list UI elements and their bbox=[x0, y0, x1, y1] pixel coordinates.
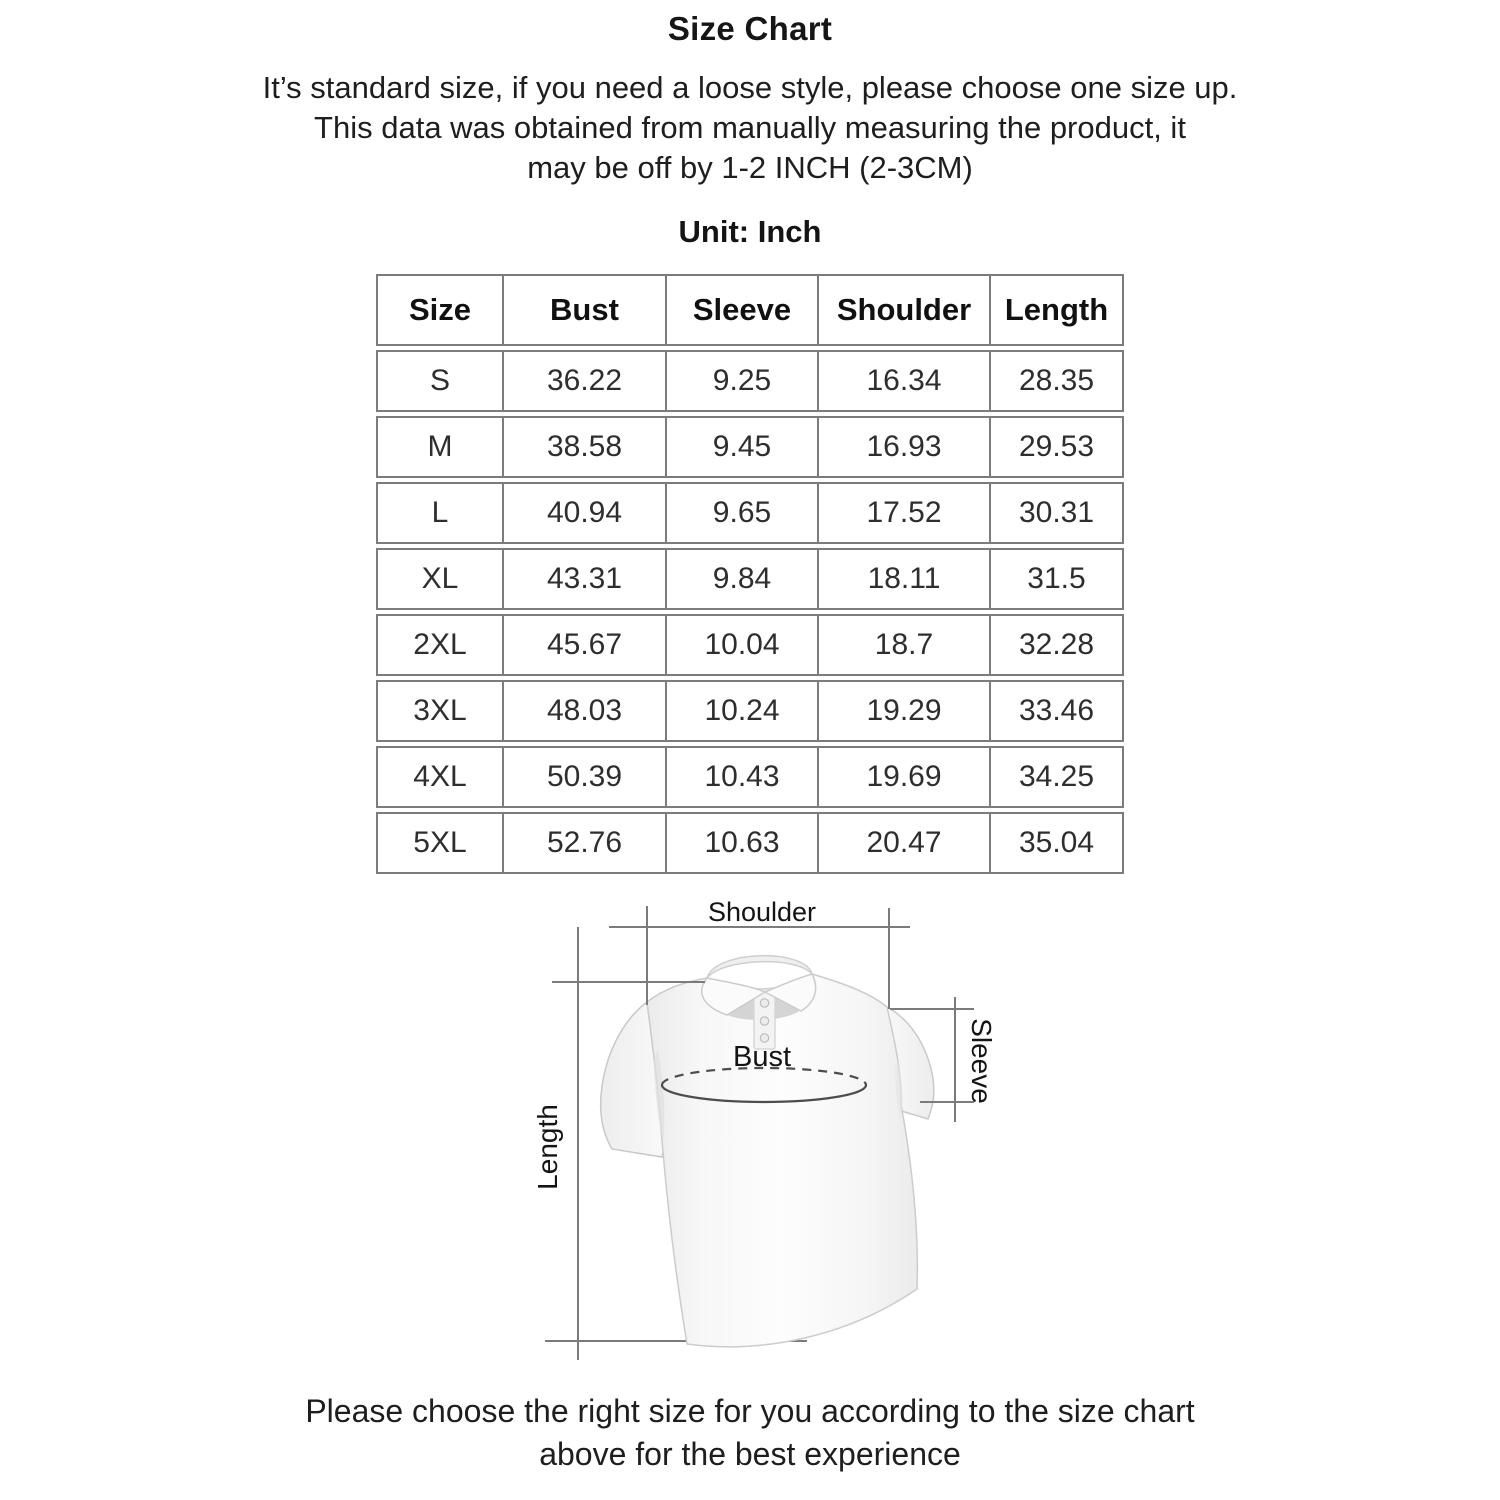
table-cell: 5XL bbox=[378, 814, 504, 872]
table-cell: 10.63 bbox=[667, 814, 819, 872]
table-cell: 2XL bbox=[378, 616, 504, 674]
footer-note bbox=[0, 1390, 1500, 1476]
table-cell: 33.46 bbox=[1018, 694, 1095, 727]
table-cell: 18.7 bbox=[819, 616, 991, 674]
table-cell: 17.52 bbox=[819, 484, 991, 542]
table-row bbox=[376, 416, 1124, 478]
table-cell: 9.45 bbox=[667, 418, 819, 476]
shirt-body bbox=[647, 974, 917, 1347]
table-cell: M bbox=[378, 418, 504, 476]
table-cell: 43.31 bbox=[504, 550, 667, 608]
table-cell: 9.25 bbox=[667, 352, 819, 410]
table-cell: 38.58 bbox=[504, 418, 667, 476]
table-cell: 9.84 bbox=[667, 550, 819, 608]
collar-band bbox=[707, 956, 812, 978]
table-cell: 19.69 bbox=[819, 748, 991, 806]
table-cell: 40.94 bbox=[504, 484, 667, 542]
table-cell: L bbox=[378, 484, 504, 542]
page-title: Size Chart bbox=[667, 10, 833, 47]
table-cell: 10.43 bbox=[667, 748, 819, 806]
table-cell: 4XL bbox=[378, 748, 504, 806]
footer-line: above for the best experience bbox=[539, 1436, 961, 1472]
table-cell: S bbox=[378, 352, 504, 410]
column-header-shoulder: Shoulder bbox=[819, 276, 991, 344]
button bbox=[760, 999, 768, 1007]
description bbox=[0, 68, 1500, 188]
table-cell: 31.5 bbox=[1027, 562, 1086, 595]
table-cell: XL bbox=[378, 550, 504, 608]
table-row bbox=[376, 482, 1124, 544]
column-header-bust: Bust bbox=[504, 276, 667, 344]
table-cell: 10.24 bbox=[667, 682, 819, 740]
description-line: This data was obtained from manually measuring the product, it bbox=[314, 110, 1186, 145]
polo-shirt-illustration bbox=[601, 956, 934, 1347]
length-label: Length bbox=[532, 1104, 563, 1190]
measurement-diagram bbox=[517, 890, 1017, 1370]
description-line: may be off by 1-2 INCH (2-3CM) bbox=[527, 150, 973, 185]
column-header-size: Size bbox=[378, 276, 504, 344]
table-cell: 28.35 bbox=[1018, 364, 1095, 397]
shoulder-label: Shoulder bbox=[707, 897, 817, 927]
table-cell: 48.03 bbox=[504, 682, 667, 740]
table-cell: 16.34 bbox=[819, 352, 991, 410]
description-line: It’s standard size, if you need a loose style, please choose one size up. bbox=[262, 70, 1238, 105]
size-table bbox=[376, 274, 1124, 874]
table-cell: 19.29 bbox=[819, 682, 991, 740]
table-row bbox=[376, 350, 1124, 412]
table-cell: 32.28 bbox=[1018, 628, 1095, 661]
table-cell: 35.04 bbox=[1018, 826, 1095, 859]
button bbox=[760, 1017, 768, 1025]
table-row bbox=[376, 614, 1124, 676]
table-cell: 45.67 bbox=[504, 616, 667, 674]
table-cell: 34.25 bbox=[1018, 760, 1095, 793]
table-cell: 50.39 bbox=[504, 748, 667, 806]
shirt-measurement-svg bbox=[517, 890, 1017, 1370]
unit-label: Unit: Inch bbox=[678, 214, 822, 249]
table-cell: 36.22 bbox=[504, 352, 667, 410]
table-header-row bbox=[376, 274, 1124, 346]
bust-label: Bust bbox=[732, 1041, 792, 1073]
table-cell: 10.04 bbox=[667, 616, 819, 674]
table-row bbox=[376, 548, 1124, 610]
table-cell: 52.76 bbox=[504, 814, 667, 872]
table-cell: 18.11 bbox=[819, 550, 991, 608]
table-row bbox=[376, 680, 1124, 742]
table-row bbox=[376, 812, 1124, 874]
footer-line: Please choose the right size for you according to the size chart bbox=[305, 1393, 1195, 1429]
table-cell: 3XL bbox=[378, 682, 504, 740]
table-row bbox=[376, 746, 1124, 808]
column-header-sleeve: Sleeve bbox=[667, 276, 819, 344]
table-cell: 16.93 bbox=[819, 418, 991, 476]
table-cell: 9.65 bbox=[667, 484, 819, 542]
column-header-length: Length bbox=[1004, 292, 1109, 327]
table-cell: 20.47 bbox=[819, 814, 991, 872]
sleeve-label: Sleeve bbox=[966, 1018, 997, 1104]
table-cell: 30.31 bbox=[1018, 496, 1095, 529]
table-cell: 29.53 bbox=[1018, 430, 1095, 463]
